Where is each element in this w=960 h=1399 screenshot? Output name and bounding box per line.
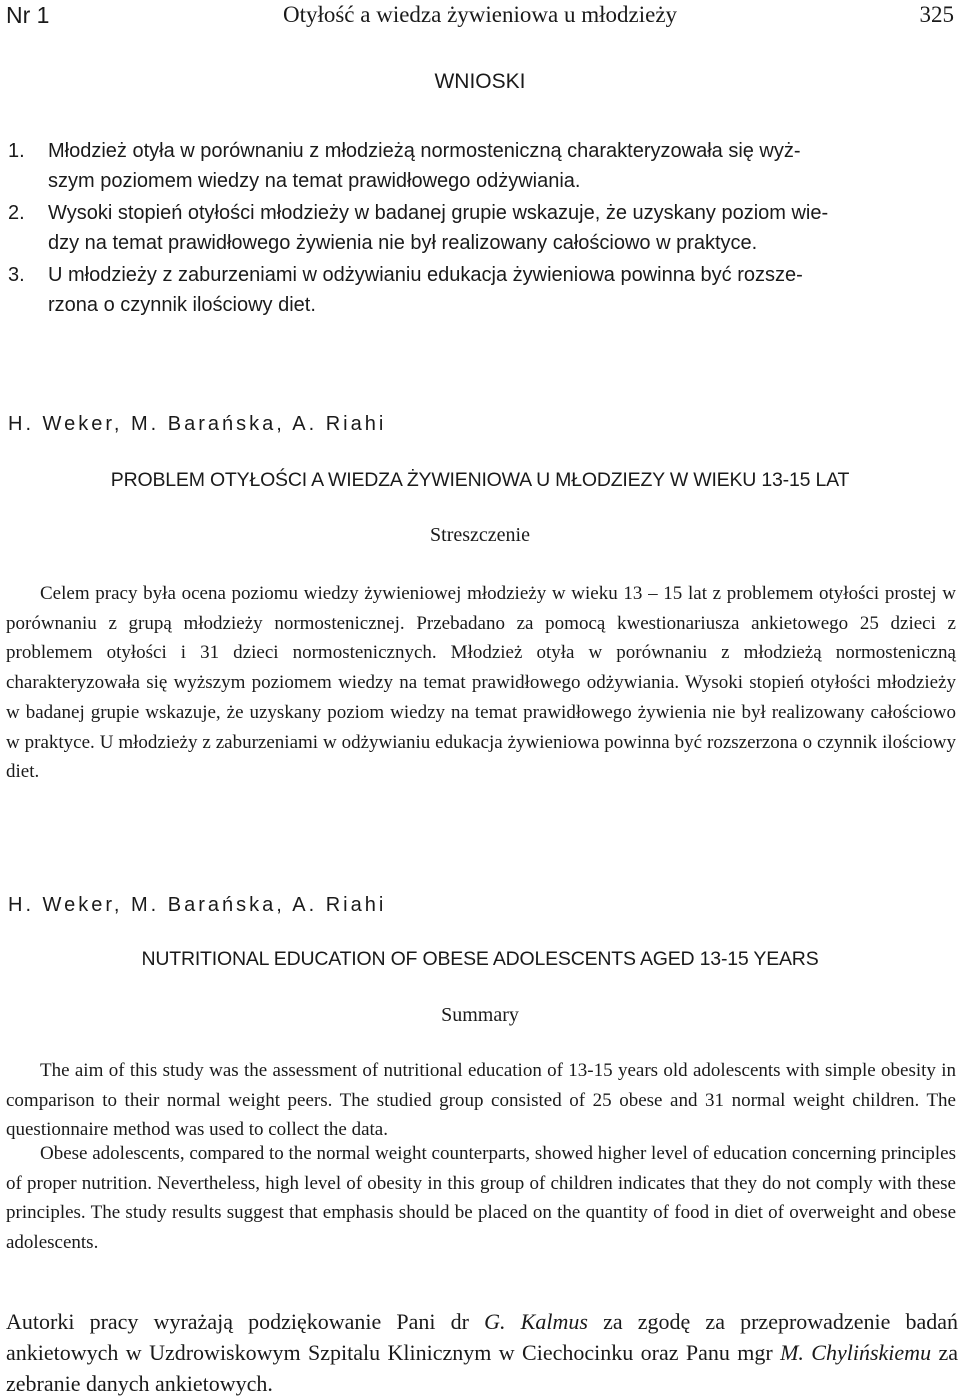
journal-issue-number: Nr 1 <box>6 2 50 28</box>
conclusion-text-continued: dzy na temat prawidłowego żywienia nie był realizowany całościowo w praktyce. <box>48 232 758 254</box>
conclusion-number: 2. <box>8 202 25 224</box>
conclusion-number: 3. <box>8 264 25 286</box>
conclusions-heading: WNIOSKI <box>434 70 526 93</box>
conclusion-item-2 <box>8 198 956 258</box>
abstract-text-polish: Celem pracy była ocena poziomu wiedzy żywieniowej młodzieży w wieku 13 – 15 lat z problemem otyłości prostej w porównaniu z grupą młodzieży normostenicznej. Przebadano za pomocą kwestionariusza ankietowego 25 dzieci z problemem otyłości i 31 dzieci normostenicznych. Młodzież otyła w porównaniu z młodzieżą normosteniczną charakteryzowała się wyższym poziomem wiedzy na temat prawidłowego odżywiania. Wysoki stopień otyłości młodzieży w badanej grupie wskazuje, że uzyskany poziom wiedzy na temat prawidłowego żywienia nie był realizowany całościowo w praktyce. U młodzieży z zaburzeniami w odżywianiu edukacja żywieniowa powinna być rozszerzona o czynnik ilościowy diet. <box>6 583 956 783</box>
page-number: 325 <box>919 2 954 27</box>
authors-english: H. Weker, M. Barańska, A. Riahi <box>8 894 387 916</box>
conclusion-item-1 <box>8 136 956 196</box>
conclusion-text: Młodzież otyła w porównaniu z młodzieżą normosteniczną charakteryzowała się wyż- <box>48 140 801 162</box>
acknowledgement-text: za zgodę za przeprowadzenie badań ankietowych w Uzdrowiskowym Szpitalu Klinicznym w Ciechocinku oraz Panu mgr <box>6 1309 959 1365</box>
conclusion-item-3 <box>8 260 956 320</box>
conclusion-number: 1. <box>8 140 25 162</box>
acknowledgement-text: Autorki pracy wyrażają podziękowanie Pani dr <box>6 1309 485 1334</box>
summary-paragraph-1: The aim of this study was the assessment of nutritional education of 13-15 years old adolescents with simple obesity in comparison to their normal weight peers. The studied group consisted of 25 obese and 31 normal weight children. The questionnaire method was used to collect the data. <box>6 1060 956 1141</box>
abstract-title-polish: PROBLEM OTYŁOŚCI A WIEDZA ŻYWIENIOWA U MŁODZIEZY W WIEKU 13-15 LAT <box>110 469 850 491</box>
acknowledgement-text: za zebranie danych ankietowych. <box>6 1340 958 1396</box>
acknowledged-person: G. Kalmus <box>484 1309 588 1334</box>
conclusion-text-continued: rzona o czynnik ilościowy diet. <box>48 294 316 316</box>
authors-polish: H. Weker, M. Barańska, A. Riahi <box>8 413 387 435</box>
abstract-title-english: NUTRITIONAL EDUCATION OF OBESE ADOLESCENTS AGED 13-15 YEARS <box>141 948 819 970</box>
conclusion-text-continued: szym poziomem wiedzy na temat prawidłowego odżywiania. <box>48 170 581 192</box>
conclusion-text: Wysoki stopień otyłości młodzieży w badanej grupie wskazuje, że uzyskany poziom wie- <box>48 202 829 224</box>
conclusion-text: U młodzieży z zaburzeniami w odżywianiu edukacja żywieniowa powinna być rozsze- <box>48 264 803 286</box>
running-title: Otyłość a wiedza żywieniowa u młodzieży <box>282 2 678 27</box>
acknowledgement <box>6 1306 958 1399</box>
abstract-heading-english: Summary <box>441 1004 519 1026</box>
abstract-heading-polish: Streszczenie <box>430 524 530 546</box>
summary-paragraph-2: Obese adolescents, compared to the normal weight counterparts, showed higher level of education concerning principles of proper nutrition. Nevertheless, high level of obesity in this group of children indicates that they do not comply with these principles. The study results suggest that emphasis should be placed on the quantity of food in diet of overweight and obese adolescents. <box>6 1143 956 1254</box>
acknowledged-person: M. Chylińskiemu <box>780 1340 932 1365</box>
